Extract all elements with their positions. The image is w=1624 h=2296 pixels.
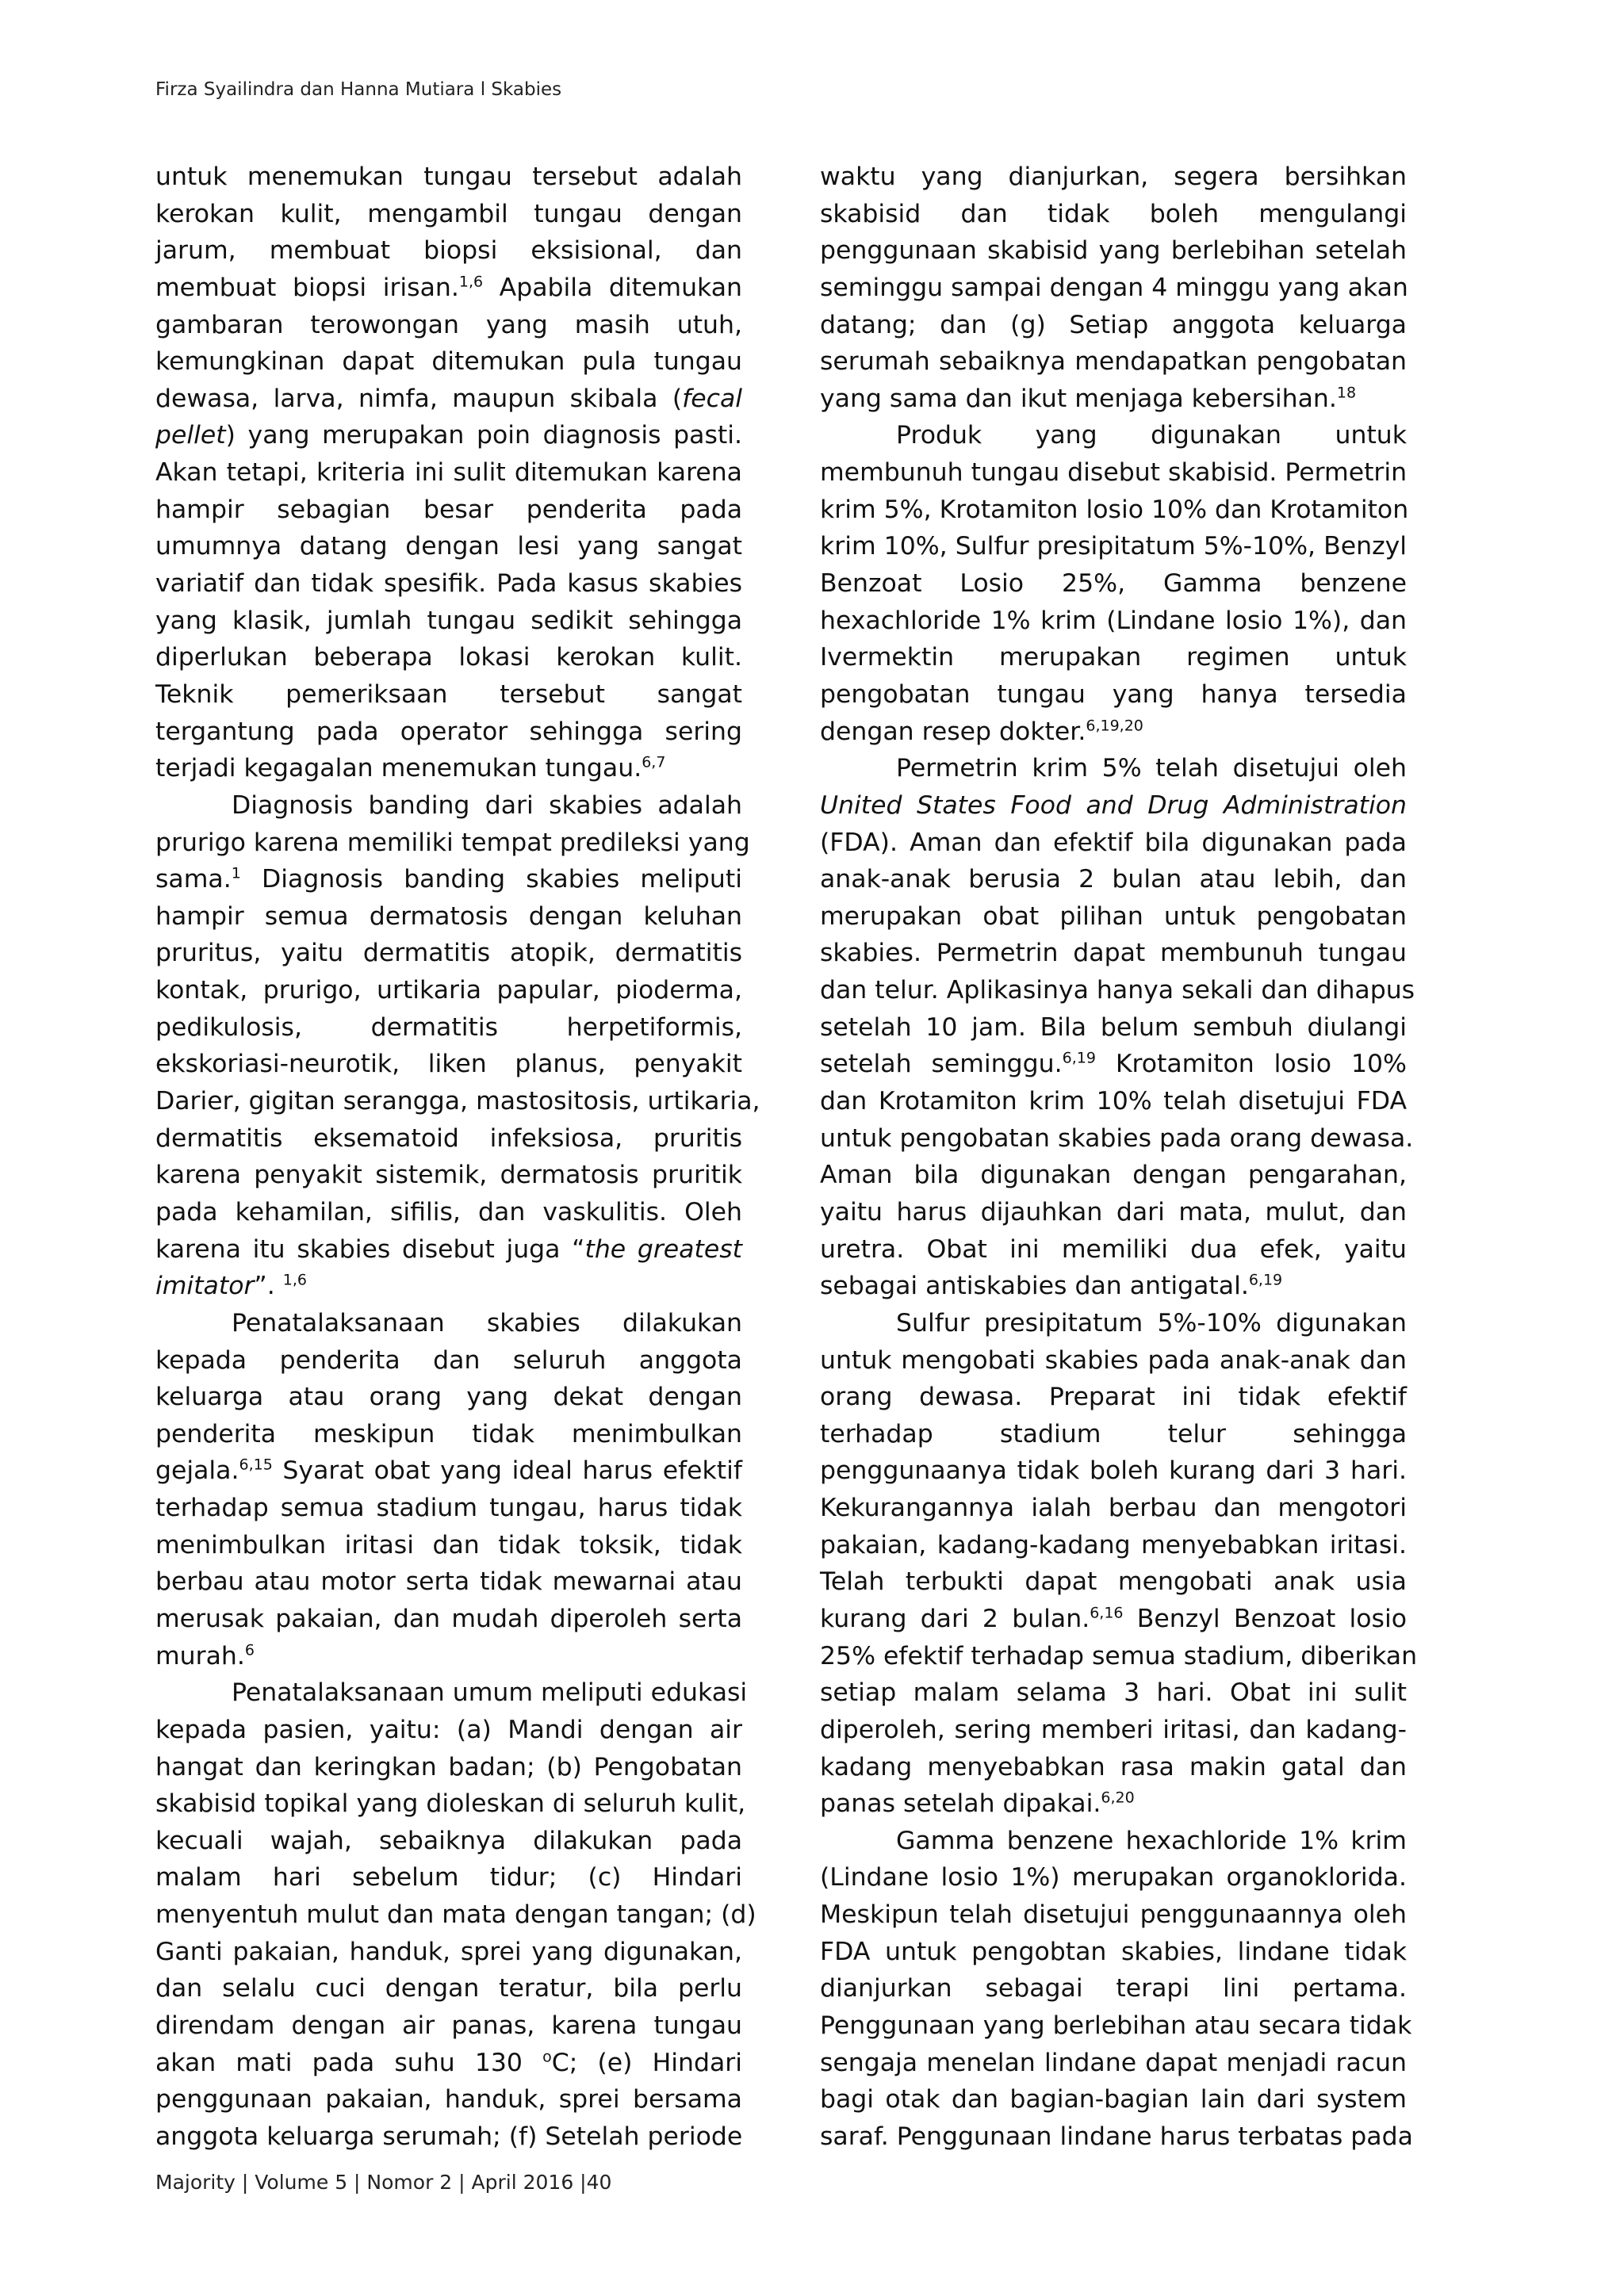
text-segment: keluarga atau orang yang dekat dengan [155, 1383, 742, 1412]
text-line [820, 1785, 1407, 1823]
text-line [820, 1896, 1407, 1934]
text-segment: variatif dan tidak spesifik. Pada kasus skabies [155, 569, 742, 599]
text-segment: penggunaanya tidak boleh kurang dari 3 hari. [820, 1456, 1407, 1486]
text-line [820, 1563, 1407, 1601]
text-line [155, 196, 742, 233]
text-segment: saraf. Penggunaan lindane harus terbatas pada [820, 2122, 1413, 2151]
text-line [820, 1416, 1407, 1453]
text-segment: yang sama dan ikut menjaga kebersihan. [820, 384, 1337, 413]
text-segment: sebagai antiskabies dan antigatal. [820, 1272, 1249, 1301]
left-column [155, 159, 760, 2156]
citation-superscript: 6,19 [1248, 1271, 1283, 1289]
text-line [155, 492, 742, 529]
italic-term: pellet [155, 421, 226, 450]
text-line [155, 1749, 742, 1786]
text-segment: krim 5%, Krotamiton losio 10% dan Krotamiton [820, 495, 1409, 524]
text-segment: Kekurangannya ialah berbau dan mengotori [820, 1494, 1407, 1523]
text-segment: skabies. Permetrin dapat membunuh tungau [820, 939, 1407, 968]
text-segment: hampir sebagian besar penderita pada [155, 495, 742, 524]
text-line [820, 935, 1407, 972]
text-segment: dan selalu cuci dengan teratur, bila perlu [155, 1974, 742, 2003]
text-line [155, 1970, 742, 2007]
text-segment: gejala. [155, 1456, 239, 1486]
right-column [820, 159, 1418, 2156]
text-line [155, 1009, 742, 1047]
citation-superscript: 6,7 [642, 753, 666, 771]
text-segment: pakaian, kadang-kadang menyebabkan iritasi. [820, 1530, 1407, 1559]
citation-superscript: 18 [1336, 384, 1357, 402]
text-line [155, 1120, 742, 1158]
text-line [155, 1712, 742, 1749]
paragraph [155, 1305, 742, 1674]
text-line [155, 1785, 746, 1823]
text-line [820, 750, 1407, 787]
text-segment: jarum, membuat biopsi eksisional, dan [155, 236, 742, 266]
text-line [155, 1896, 756, 1934]
text-segment: dengan resep dokter. [820, 717, 1086, 746]
text-line [820, 1638, 1418, 1675]
citation-superscript: 1 [231, 864, 241, 882]
text-segment: Produk yang digunakan untuk [896, 421, 1407, 450]
italic-term: fecal [682, 384, 742, 413]
text-line [155, 1674, 748, 1712]
text-segment: diperlukan beberapa lokasi kerokan kulit. [155, 643, 742, 672]
text-segment: akan mati pada suhu 130 [155, 2048, 543, 2077]
text-line [155, 1638, 742, 1675]
text-segment: waktu yang dianjurkan, segera bersihkan [820, 163, 1407, 191]
text-line [820, 1749, 1407, 1786]
text-segment: setelah 10 jam. Bila belum sembuh diulangi [820, 1012, 1407, 1042]
text-line [820, 381, 1407, 418]
text-line [155, 307, 742, 344]
text-line [155, 2118, 742, 2156]
text-line [155, 232, 742, 270]
text-line [155, 1452, 742, 1490]
text-segment: hexachloride 1% krim (Lindane losio 1%), dan [820, 606, 1407, 635]
text-line [820, 2081, 1407, 2118]
text-segment: berbau atau motor serta tidak mewarnai atau [155, 1567, 742, 1597]
text-line [820, 639, 1407, 676]
text-line [820, 1342, 1407, 1380]
text-line [155, 1934, 742, 1971]
text-segment: Ganti pakaian, handuk, sprei yang digunakan, [155, 1937, 742, 1966]
text-line [155, 343, 742, 381]
text-line [820, 1083, 1407, 1120]
text-segment: merupakan obat pilihan untuk pengobatan [820, 901, 1407, 931]
text-line [155, 1305, 742, 1342]
text-line [155, 417, 742, 454]
text-segment: penderita meskipun tidak menimbulkan [155, 1419, 742, 1448]
text-line [155, 750, 742, 787]
text-segment: skabisid dan tidak boleh mengulangi [820, 199, 1407, 228]
text-segment: menyentuh mulut dan mata dengan tangan; (d) [155, 1900, 756, 1930]
running-head: Firza Syailindra dan Hanna Mutiara l Skabies [155, 79, 562, 100]
text-segment: penggunaan pakaian, handuk, sprei bersama [155, 2085, 742, 2114]
text-line [820, 307, 1407, 344]
text-line [820, 1194, 1407, 1231]
text-segment: setiap malam selama 3 hari. Obat ini sulit [820, 1678, 1407, 1708]
text-line [155, 603, 742, 640]
text-line [155, 159, 742, 196]
text-segment: Teknik pemeriksaan tersebut sangat [155, 679, 742, 709]
text-segment: Telah terbukti dapat mengobati anak usia [820, 1567, 1407, 1597]
text-segment: Syarat obat yang ideal harus efektif [272, 1456, 742, 1486]
paragraph [820, 750, 1415, 1305]
text-line [820, 2045, 1407, 2082]
italic-term: imitator [155, 1272, 255, 1301]
text-segment: dewasa, larva, nimfa, maupun skibala ( [155, 384, 683, 413]
text-segment: Sulfur presipitatum 5%-10% digunakan [896, 1308, 1407, 1337]
text-segment: membuat biopsi irisan. [155, 273, 459, 302]
text-line [155, 1527, 742, 1564]
text-segment: ”. [254, 1272, 283, 1301]
citation-superscript: o [542, 2048, 552, 2066]
citation-superscript: 1,6 [458, 273, 484, 291]
text-segment: 25% efektif terhadap semua stadium, diberikan [820, 1641, 1418, 1670]
text-line [820, 1527, 1407, 1564]
text-segment: penggunaan skabisid yang berlebihan setelah [820, 236, 1407, 266]
text-line [155, 861, 742, 898]
text-line [820, 898, 1407, 936]
text-segment: yaitu harus dijauhkan dari mata, mulut, dan [820, 1197, 1407, 1226]
text-line [155, 1342, 742, 1380]
text-line [155, 528, 742, 565]
text-segment: pedikulosis, dermatitis herpetiformis, [155, 1012, 742, 1042]
text-line [820, 232, 1407, 270]
text-segment: Penggunaan yang berlebihan atau secara tidak [820, 2011, 1412, 2041]
text-segment: Meskipun telah disetujui penggunaannya oleh [820, 1900, 1407, 1930]
text-line [155, 381, 742, 418]
text-line [820, 159, 1407, 196]
citation-superscript: 6,15 [239, 1456, 273, 1474]
text-segment: terjadi kegagalan menemukan tungau. [155, 754, 642, 783]
text-line [820, 676, 1407, 714]
text-line [820, 2007, 1412, 2045]
text-line [155, 1194, 742, 1231]
text-line [820, 1120, 1414, 1158]
text-segment: kemungkinan dapat ditemukan pula tungau [155, 347, 742, 377]
paragraph [155, 1674, 756, 2155]
citation-superscript: 6,19,20 [1086, 717, 1143, 735]
text-line [820, 2118, 1413, 2156]
text-segment: kurang dari 2 bulan. [820, 1604, 1090, 1633]
text-segment: dianjurkan sebagai terapi lini pertama. [820, 1974, 1407, 2003]
text-line [155, 1563, 742, 1601]
text-segment: Akan tetapi, kriteria ini sulit ditemukan karena [155, 458, 742, 488]
text-line [155, 565, 742, 603]
text-line [155, 2007, 742, 2045]
text-segment: Diagnosis banding dari skabies adalah [232, 790, 742, 820]
text-line [820, 196, 1407, 233]
text-segment: pruritus, yaitu dermatitis atopik, dermatitis [155, 939, 742, 968]
text-line [820, 714, 1407, 751]
text-segment: Benzoat Losio 25%, Gamma benzene [820, 569, 1407, 599]
text-line [155, 935, 742, 972]
text-line [155, 1083, 760, 1120]
text-line [155, 825, 750, 862]
text-line [155, 1268, 742, 1305]
text-segment: kerokan kulit, mengambil tungau dengan [155, 199, 742, 228]
citation-superscript: 6 [244, 1641, 255, 1659]
text-segment: kontak, prurigo, urtikaria papular, pioderma, [155, 976, 742, 1005]
text-segment: Krotamiton losio 10% [1095, 1050, 1407, 1079]
text-line [820, 603, 1407, 640]
text-segment: karena penyakit sistemik, dermatosis pruritik [155, 1161, 742, 1190]
text-segment: Diagnosis banding skabies meliputi [240, 865, 742, 894]
text-segment: untuk pengobatan skabies pada orang dewasa. [820, 1123, 1414, 1153]
text-segment: (Lindane losio 1%) merupakan organoklorida. [820, 1863, 1407, 1892]
text-line [155, 787, 742, 825]
text-segment: anak-anak berusia 2 bulan atau lebih, dan [820, 865, 1407, 894]
text-line [155, 676, 742, 714]
citation-superscript: 6,16 [1090, 1604, 1124, 1622]
text-line [820, 528, 1407, 565]
text-line [820, 1452, 1407, 1490]
text-line [155, 1601, 742, 1638]
text-line [820, 454, 1407, 492]
text-segment: dan Krotamiton krim 10% telah disetujui FDA [820, 1087, 1407, 1116]
citation-superscript: 6,20 [1101, 1789, 1135, 1807]
text-line [820, 825, 1407, 862]
text-segment: (FDA). Aman dan efektif bila digunakan pada [820, 828, 1407, 857]
text-segment: karena itu skabies disebut juga “ [155, 1234, 585, 1264]
text-segment: pada kehamilan, sifilis, dan vaskulitis. Oleh [155, 1197, 742, 1226]
text-segment: membunuh tungau disebut skabisid. Permetrin [820, 458, 1408, 488]
paragraph [155, 787, 760, 1305]
text-segment: uretra. Obat ini memiliki dua efek, yaitu [820, 1234, 1407, 1264]
text-segment: untuk mengobati skabies pada anak-anak dan [820, 1345, 1407, 1375]
text-segment: skabisid topikal yang dioleskan di seluruh kulit, [155, 1789, 746, 1819]
text-line [820, 1859, 1407, 1896]
text-line [155, 898, 742, 936]
text-segment: terhadap stadium telur sehingga [820, 1419, 1407, 1448]
text-segment: pengobatan tungau yang hanya tersedia [820, 679, 1407, 709]
text-line [820, 1601, 1407, 1638]
text-segment: sama. [155, 865, 232, 894]
text-line [820, 1970, 1407, 2007]
text-line [820, 1674, 1407, 1712]
text-line [820, 861, 1407, 898]
text-segment: hampir semua dermatosis dengan keluhan [155, 901, 742, 931]
text-segment: serumah sebaiknya mendapatkan pengobatan [820, 347, 1407, 377]
text-segment: Darier, gigitan serangga, mastositosis, urtikaria, [155, 1087, 760, 1116]
text-segment: gambaran terowongan yang masih utuh, [155, 310, 742, 339]
text-segment: bagi otak dan bagian-bagian lain dari system [820, 2085, 1407, 2114]
text-line [820, 1046, 1407, 1083]
text-line [155, 1157, 742, 1194]
paragraph [155, 159, 742, 787]
text-line [820, 1231, 1407, 1269]
text-line [820, 1268, 1407, 1305]
text-line [155, 2081, 742, 2118]
text-segment: hangat dan keringkan badan; (b) Pengobatan [155, 1752, 742, 1781]
paragraph [820, 1305, 1418, 1823]
text-segment: terhadap semua stadium tungau, harus tidak [155, 1494, 742, 1523]
text-segment: C; (e) Hindari [551, 2048, 742, 2077]
text-line [155, 1490, 742, 1527]
text-segment: FDA untuk pengobtan skabies, lindane tidak [820, 1937, 1407, 1966]
text-line [820, 565, 1407, 603]
text-segment: ekskoriasi-neurotik, liken planus, penyakit [155, 1050, 742, 1079]
text-segment: Benzyl Benzoat losio [1123, 1604, 1407, 1633]
citation-superscript: 1,6 [282, 1271, 307, 1289]
text-segment: seminggu sampai dengan 4 minggu yang akan [820, 273, 1408, 302]
text-segment: ) yang merupakan poin diagnosis pasti. [225, 421, 742, 450]
text-line [820, 1823, 1407, 1860]
text-segment: anggota keluarga serumah; (f) Setelah periode [155, 2122, 743, 2151]
text-segment: Ivermektin merupakan regimen untuk [820, 643, 1407, 672]
text-line [820, 1934, 1407, 1971]
text-segment: dermatitis eksematoid infeksiosa, pruritis [155, 1123, 742, 1153]
text-line [820, 417, 1407, 454]
text-segment: panas setelah dipakai. [820, 1789, 1101, 1819]
text-segment: sengaja menelan lindane dapat menjadi racun [820, 2048, 1407, 2077]
text-segment: kepada penderita dan seluruh anggota [155, 1345, 742, 1375]
text-segment: Aman bila digunakan dengan pengarahan, [820, 1161, 1407, 1190]
text-line [820, 1157, 1407, 1194]
text-line [155, 1823, 742, 1860]
italic-term: the greatest [584, 1234, 742, 1264]
text-line [820, 492, 1407, 529]
text-line [155, 1231, 742, 1269]
text-segment: kecuali wajah, sebaiknya dilakukan pada [155, 1826, 742, 1855]
text-line [820, 270, 1407, 307]
text-segment: malam hari sebelum tidur; (c) Hindari [155, 1863, 742, 1892]
text-segment: kadang menyebabkan rasa makin gatal dan [820, 1752, 1407, 1781]
text-line [820, 1490, 1407, 1527]
text-segment: diperoleh, sering memberi iritasi, dan kadang- [820, 1715, 1407, 1744]
paragraph [820, 159, 1407, 417]
text-segment: Apabila ditemukan [483, 273, 742, 302]
text-segment: Penatalaksanaan umum meliputi edukasi [232, 1678, 748, 1708]
text-segment: umumnya datang dengan lesi yang sangat [155, 532, 742, 561]
text-segment: yang klasik, jumlah tungau sedikit sehingga [155, 606, 742, 635]
text-segment: untuk menemukan tungau tersebut adalah [155, 163, 742, 191]
text-line [820, 1379, 1407, 1416]
text-line [820, 1009, 1407, 1047]
text-segment: setelah seminggu. [820, 1050, 1063, 1079]
text-line [155, 2045, 742, 2082]
text-line [155, 270, 742, 307]
text-segment: merusak pakaian, dan mudah diperoleh serta [155, 1604, 742, 1633]
text-segment: murah. [155, 1641, 245, 1670]
text-line [155, 1859, 742, 1896]
text-segment: prurigo karena memiliki tempat predileksi yang [155, 828, 750, 857]
text-segment: Penatalaksanaan skabies dilakukan [232, 1308, 742, 1337]
text-line [155, 714, 742, 751]
text-line [155, 972, 742, 1009]
text-segment: tergantung pada operator sehingga sering [155, 717, 742, 746]
text-line [820, 343, 1407, 381]
italic-term: United States Food and Drug Administration [820, 790, 1407, 820]
text-segment: menimbulkan iritasi dan tidak toksik, tidak [155, 1530, 742, 1559]
citation-superscript: 6,19 [1062, 1049, 1096, 1067]
text-line [155, 1416, 742, 1453]
text-line [155, 1046, 742, 1083]
text-line [155, 1379, 742, 1416]
text-line [155, 639, 742, 676]
text-line [820, 787, 1407, 825]
text-segment: Gamma benzene hexachloride 1% krim [896, 1826, 1407, 1855]
text-segment: direndam dengan air panas, karena tungau [155, 2011, 742, 2041]
text-segment: Permetrin krim 5% telah disetujui oleh [896, 754, 1407, 783]
text-segment: kepada pasien, yaitu: (a) Mandi dengan air [155, 1715, 742, 1744]
text-segment: datang; dan (g) Setiap anggota keluarga [820, 310, 1407, 339]
text-segment: krim 10%, Sulfur presipitatum 5%-10%, Benzyl [820, 532, 1407, 561]
text-line [820, 1712, 1407, 1749]
page-footer: Majority | Volume 5 | Nomor 2 | April 2016 |40 [155, 2171, 612, 2194]
text-segment: orang dewasa. Preparat ini tidak efektif [820, 1383, 1407, 1412]
text-line [820, 1305, 1407, 1342]
text-segment: dan telur. Aplikasinya hanya sekali dan dihapus [820, 976, 1415, 1005]
text-line [820, 972, 1415, 1009]
paragraph [820, 417, 1407, 750]
paragraph [820, 1823, 1413, 2156]
text-line [155, 454, 742, 492]
